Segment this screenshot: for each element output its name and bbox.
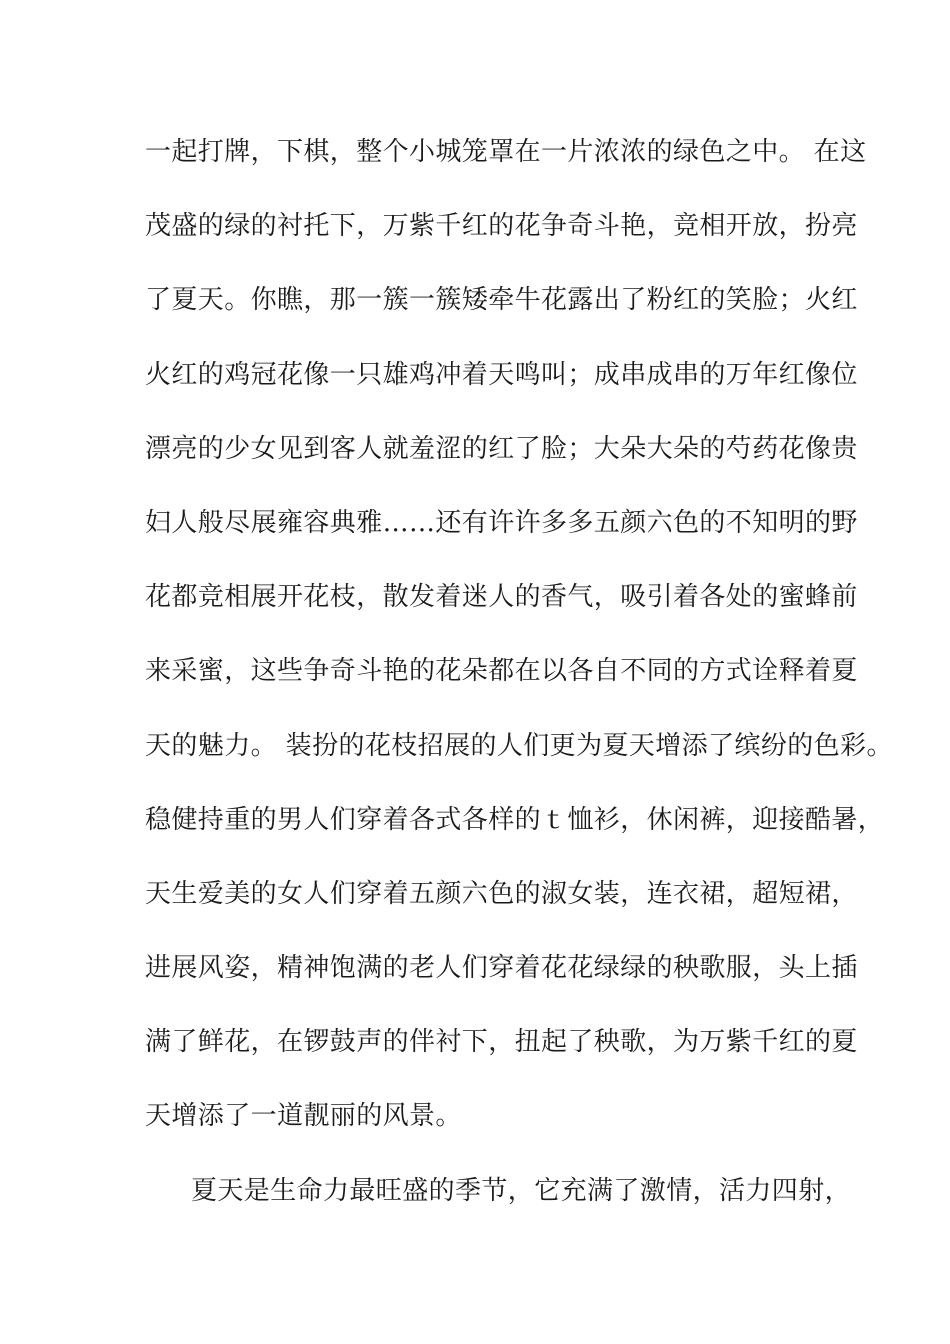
text-line: 火红的鸡冠花像一只雄鸡冲着天鸣叫；成串成串的万年红像位 — [145, 359, 858, 390]
text-line: 进展风姿，精神饱满的老人们穿着花花绿绿的秧歌服，头上插 — [145, 953, 858, 984]
text-line: 天的魅力。 装扮的花枝招展的人们更为夏天增添了缤纷的色彩。 — [145, 730, 893, 761]
text-line: 稳健持重的男人们穿着各式各样的ｔ恤衫，休闲裤，迎接酷暑， — [145, 804, 885, 835]
text-line: 花都竞相展开花枝，散发着迷人的香气，吸引着各处的蜜蜂前 — [145, 582, 858, 613]
paragraph-start-line: 夏天是生命力最旺盛的季节，它充满了激情，活力四射， — [191, 1175, 852, 1206]
text-line: 漂亮的少女见到客人就羞涩的红了脸；大朵大朵的芍药花像贵 — [145, 433, 858, 464]
text-line: 来采蜜，这些争奇斗艳的花朵都在以各自不同的方式诠释着夏 — [145, 656, 858, 687]
body-text — [145, 132, 893, 1245]
text-line: 茂盛的绿的衬托下，万紫千红的花争奇斗艳，竞相开放，扮亮 — [145, 211, 858, 242]
text-line: 妇人般尽展雍容典雅……还有许许多多五颜六色的不知明的野 — [145, 507, 858, 538]
text-line: 了夏天。你瞧，那一簇一簇矮牵牛花露出了粉红的笑脸；火红 — [145, 285, 858, 316]
text-line: 一起打牌，下棋，整个小城笼罩在一片浓浓的绿色之中。 在这 — [145, 137, 867, 167]
text-line: 天生爱美的女人们穿着五颜六色的淑女装，连衣裙，超短裙， — [145, 878, 858, 909]
text-line: 满了鲜花，在锣鼓声的伴衬下，扭起了秧歌，为万紫千红的夏 — [145, 1027, 858, 1058]
text-line: 天增添了一道靓丽的风景。 — [145, 1101, 462, 1132]
